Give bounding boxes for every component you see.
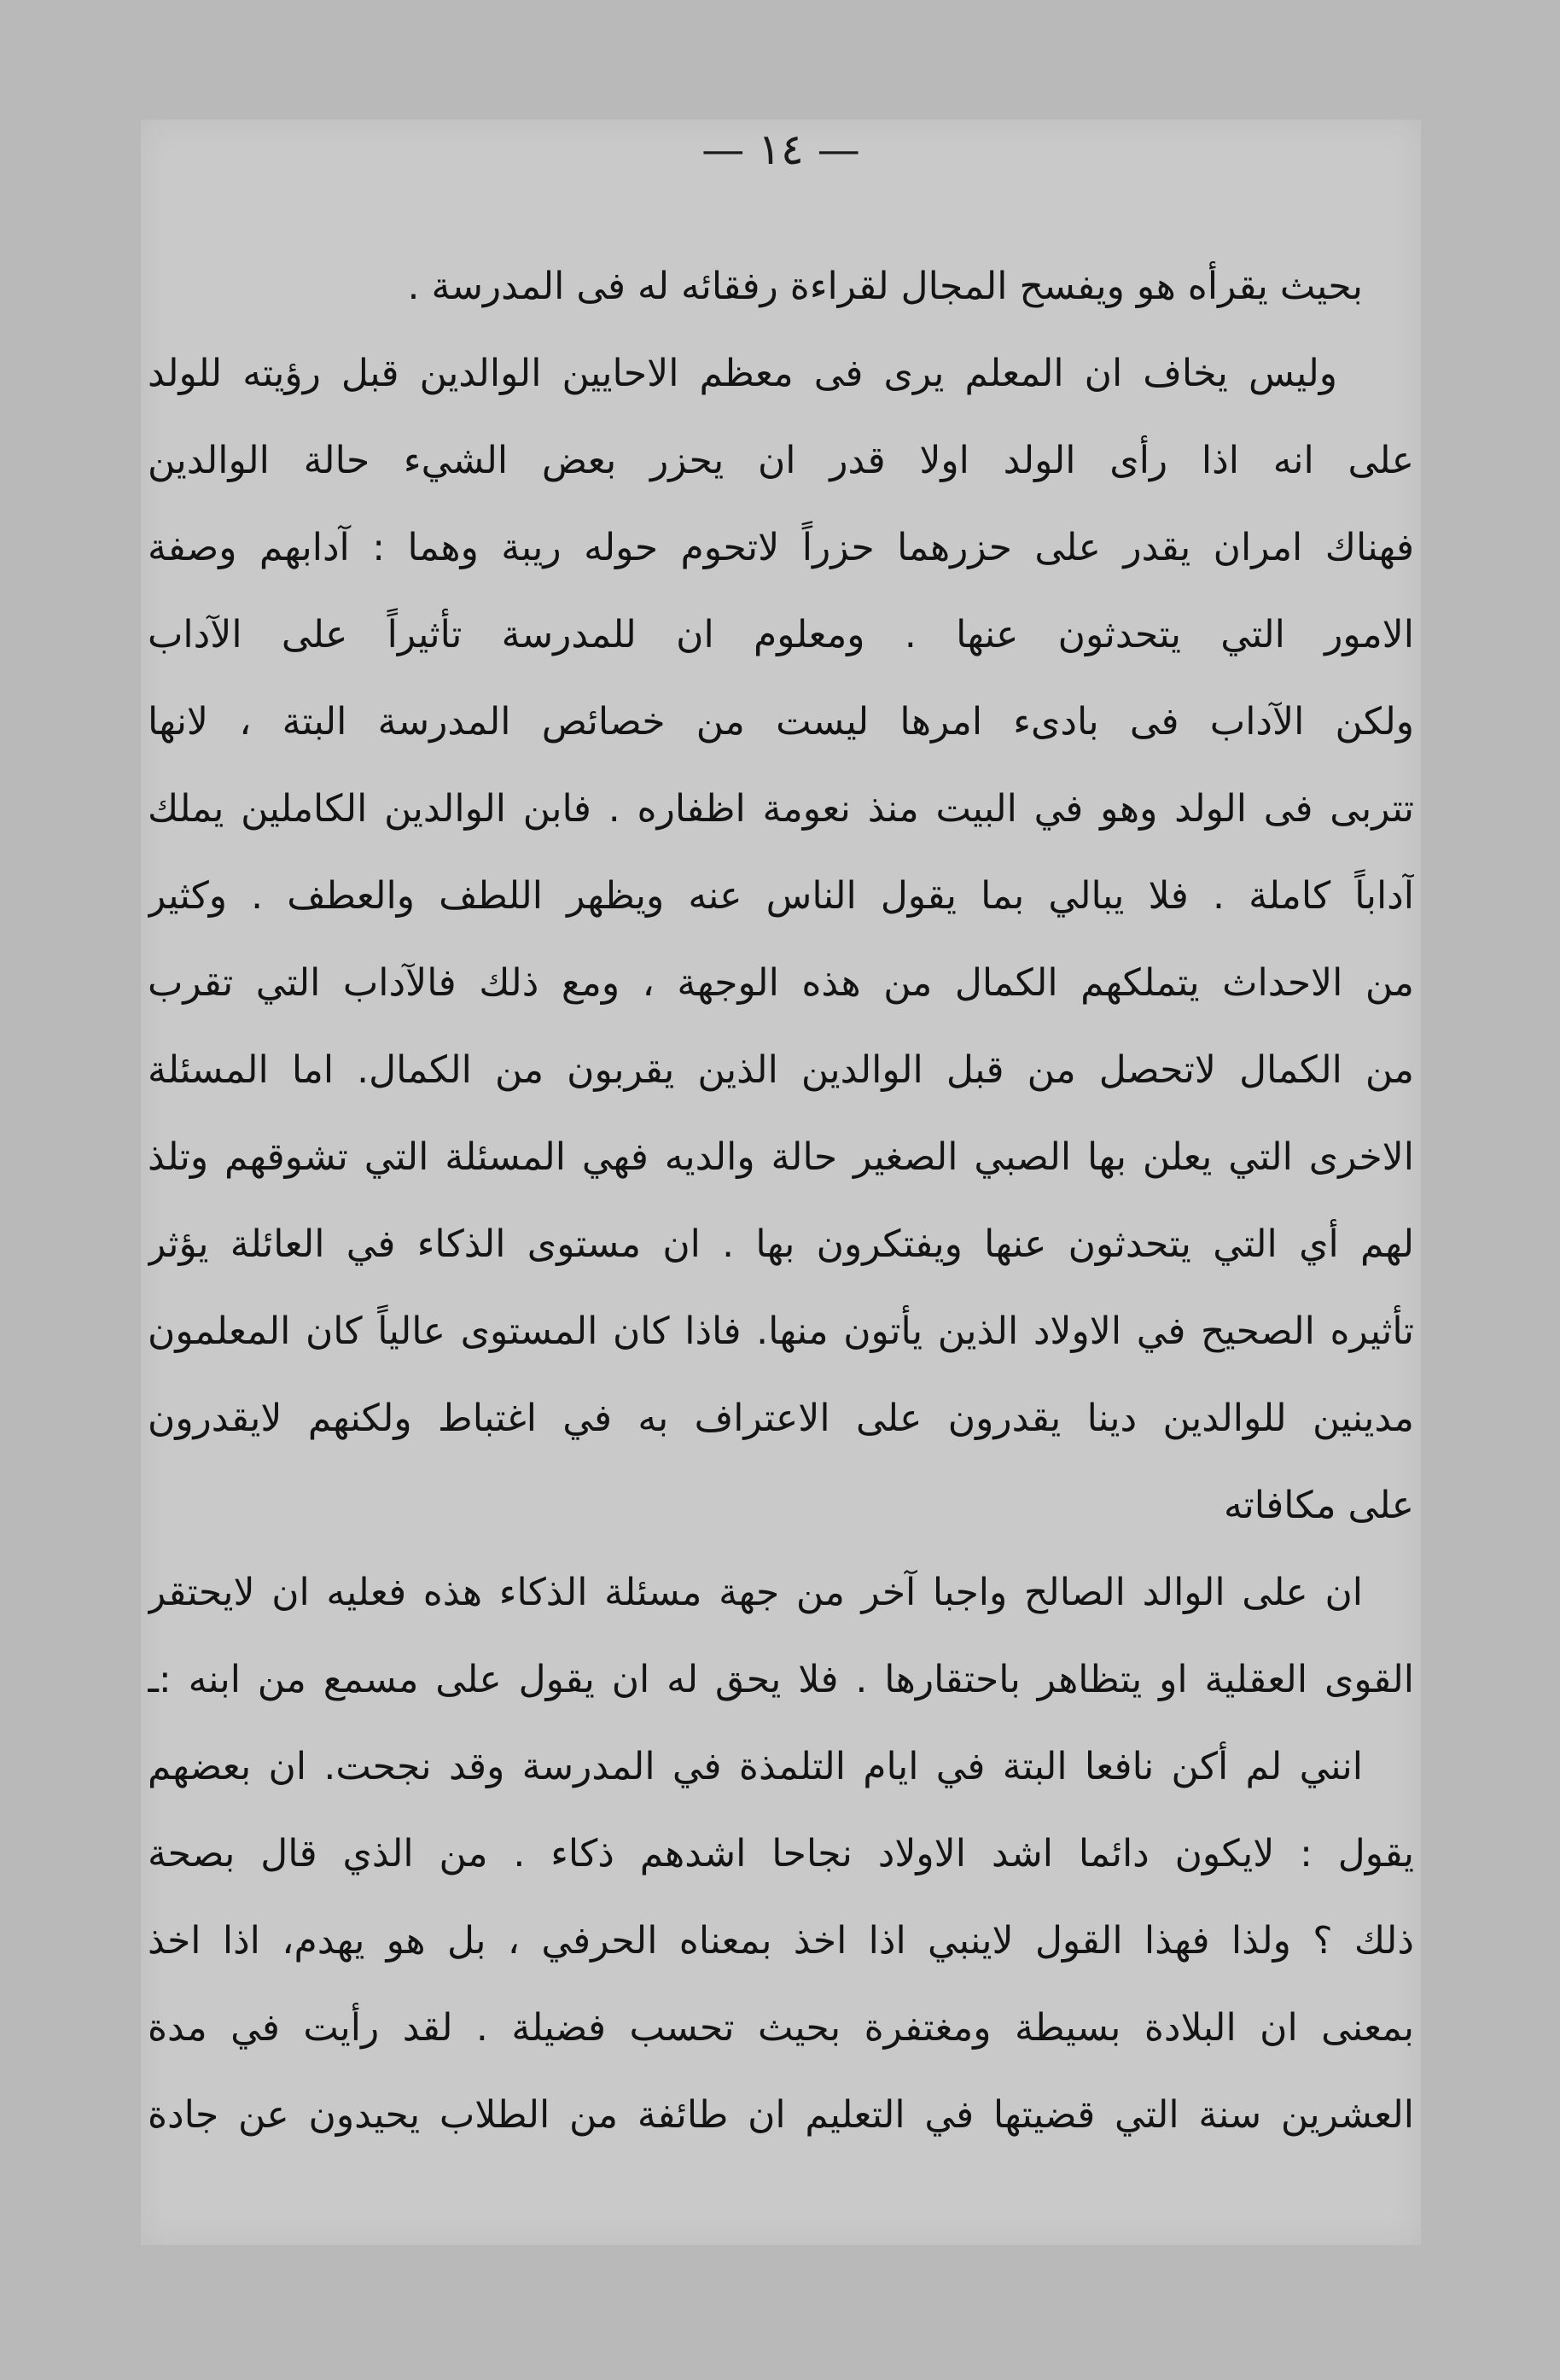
text-line: ولكن الآداب فى بادىء امرها ليست من خصائص المدرسة البتة ، لانها	[148, 700, 1414, 744]
text-line: تتربى فى الولد وهو في البيت منذ نعومة اظفاره . فابن الوالدين الكاملين يملك	[148, 787, 1414, 831]
page-number: — ١٤ —	[701, 125, 860, 174]
text-line: ذلك ؟ ولذا فهذا القول لاينبي اذا اخذ بمعناه الحرفي ، بل هو يهدم، اذا اخذ	[148, 1919, 1414, 1963]
text-line: بحيث يقرأه هو ويفسح المجال لقراءة رفقائه له فى المدرسة .	[407, 265, 1363, 308]
text-line: آداباً كاملة . فلا يبالي بما يقول الناس عنه ويظهر اللطف والعطف . وكثير	[148, 874, 1414, 918]
text-line: يقول : لايكون دائما اشد الاولاد نجاحا اشدهم ذكاء . من الذي قال بصحة	[148, 1832, 1414, 1875]
text-line: القوى العقلية او يتظاهر باحتقارها . فلا يحق له ان يقول على مسمع من ابنه :ـ	[148, 1658, 1414, 1701]
text-line: مدينين للوالدين دينا يقدرون على الاعتراف به في اغتباط ولكنهم لايقدرون	[148, 1397, 1414, 1440]
text-line: على انه اذا رأى الولد اولا قدر ان يحزر بعض الشيء حالة الوالدين	[148, 439, 1414, 482]
text-line: تأثيره الصحيح في الاولاد الذين يأتون منها. فاذا كان المستوى عالياً كان المعلمون	[148, 1310, 1414, 1353]
text-line: بمعنى ان البلادة بسيطة ومغتفرة بحيث تحسب فضيلة . لقد رأيت في مدة	[148, 2006, 1414, 2050]
text-line: من الاحداث يتملكهم الكمال من هذه الوجهة ، ومع ذلك فالآداب التي تقرب	[148, 961, 1414, 1005]
text-line: الاخرى التي يعلن بها الصبي الصغير حالة والديه فهي المسئلة التي تشوقهم وتلذ	[148, 1135, 1414, 1179]
body-text	[148, 243, 1414, 2159]
text-line: فهناك امران يقدر على حزرهما حزراً لاتحوم حوله ريبة وهما : آدابهم وصفة	[148, 526, 1414, 569]
text-line: لهم أي التي يتحدثون عنها ويفتكرون بها . ان مستوى الذكاء في العائلة يؤثر	[148, 1222, 1414, 1266]
text-line: العشرين سنة التي قضيتها في التعليم ان طائفة من الطلاب يحيدون عن جادة	[148, 2093, 1414, 2137]
text-line: انني لم أكن نافعا البتة في ايام التلمذة في المدرسة وقد نجحت. ان بعضهم	[148, 1745, 1363, 1788]
text-line: ان على الوالد الصالح واجبا آخر من جهة مسئلة الذكاء هذه فعليه ان لايحتقر	[148, 1571, 1363, 1614]
book-page	[141, 120, 1421, 2245]
text-line: على مكافاته	[1223, 1484, 1414, 1527]
text-line: وليس يخاف ان المعلم يرى فى معظم الاحايين الوالدين قبل رؤيته للولد	[148, 352, 1337, 395]
text-line: من الكمال لاتحصل من قبل الوالدين الذين يقربون من الكمال. اما المسئلة	[148, 1048, 1414, 1092]
text-line: الامور التي يتحدثون عنها . ومعلوم ان للمدرسة تأثيراً على الآداب	[148, 613, 1414, 656]
